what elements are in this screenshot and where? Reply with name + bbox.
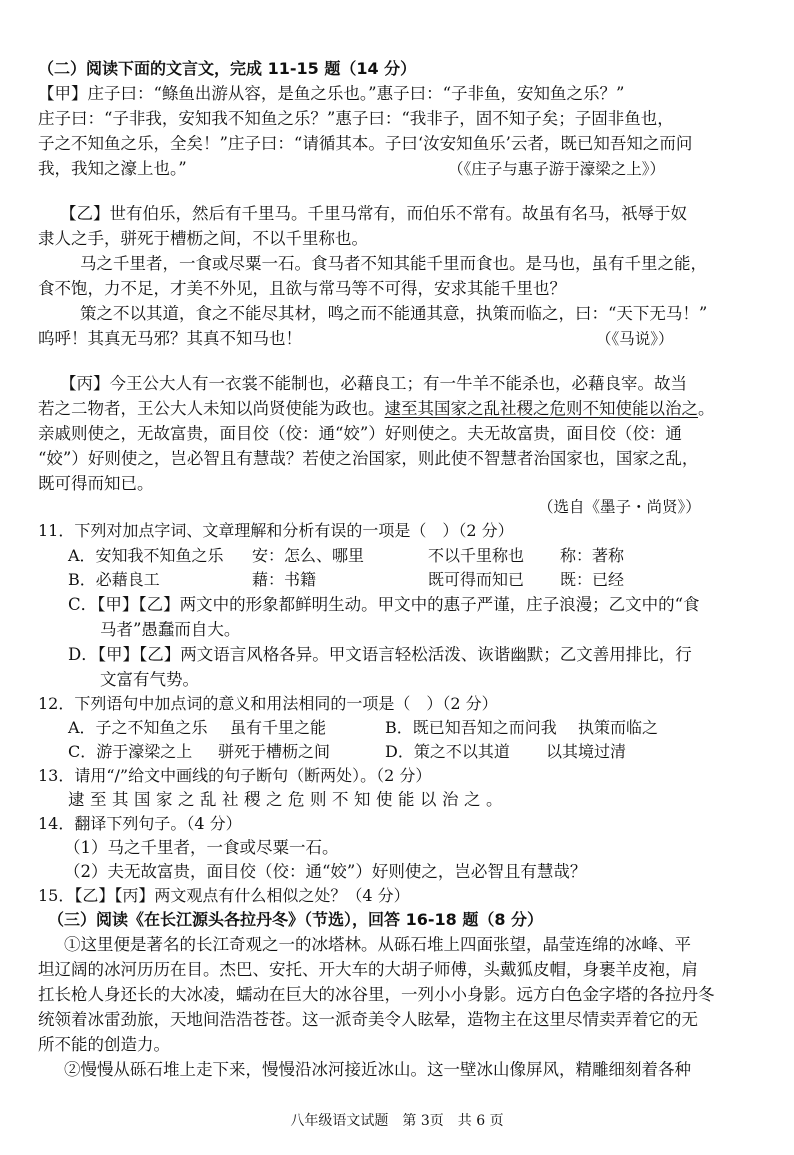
section-3-heading: （三）阅读《在长江源头各拉丹冬》（节选），回答 16-18 题（8 分） [48, 910, 544, 929]
q11-option-c-cont: 马者”愚蠢而自大。 [100, 620, 241, 639]
yi-line: 呜呼！其真无马邪？其真不知马也！ [38, 329, 302, 348]
q12-stem: 12．下列语句中加点词的意义和用法相同的一项是（ ）（2 分） [38, 694, 498, 713]
sec3-line: 所不能的创造力。 [38, 1035, 170, 1054]
q11-option-a-phrase: 不以千里称也 [428, 546, 525, 565]
q11-option-b-gloss: 既：已经 [560, 570, 625, 589]
q11-option-b-gloss: 藉：书籍 [252, 570, 317, 589]
q11-option-a-gloss: 安：怎么、哪里 [252, 546, 365, 565]
q15-stem: 15．【乙】【丙】两文观点有什么相似之处？（4 分） [38, 886, 410, 905]
q12-option-b: B．既已知吾知之而问我 [385, 718, 557, 737]
q12-option-b-b: 执策而临之 [578, 718, 659, 737]
q12-option-a: A．子之不知鱼之乐 [68, 718, 208, 737]
jia-line: 庄子曰：“子非我，安知我不知鱼之乐？”惠子曰：“我非子，固不知子矣；子固非鱼也， [38, 109, 674, 128]
page-footer: 八年级语文试题 第 3页 共 6 页 [290, 1113, 504, 1129]
q12-option-c: C．游于濠梁之上 [68, 742, 193, 761]
jia-line: 子之不知鱼之乐，全矣！”庄子曰：“请循其本。子曰‘汝安知鱼乐’云者，既已知吾知之而问 [38, 134, 693, 153]
jia-source: （《庄子与惠子游于濠梁之上》） [448, 160, 666, 178]
yi-line: 隶人之手，骈死于槽枥之间，不以千里称也。 [38, 229, 368, 248]
sec3-line: ②慢慢从砾石堆上走下来，慢慢沿冰河接近冰山。这一壁冰山像屏风，精雕细刻着各种 [64, 1060, 691, 1079]
q13-sentence: 逮至其国家之乱社稷之危则不知使能以治之。 [68, 790, 508, 809]
sec3-line: 坦辽阔的冰河历历在目。杰巴、安托、开大车的大胡子师傅，头戴狐皮帽，身裹羊皮袍，肩 [38, 960, 698, 979]
sec3-line: 扛长枪人身还长的大冰凌，蠕动在巨大的冰谷里，一列小小身影。远方白色金字塔的各拉丹冬 [38, 985, 715, 1004]
yi-line: 【乙】世有伯乐，然后有千里马。千里马常有，而伯乐不常有。故虽有名马，祇辱于奴 [60, 204, 687, 223]
q11-option-a: A．安知我不知鱼之乐 [68, 546, 224, 565]
bing-line: 亲戚则使之，无故富贵，面目佼（佼：通“姣”）好则使之。夫无故富贵，面目佼（佼：通 [38, 424, 682, 443]
q14-item: （1）马之千里者，一食或尽粟一石。 [64, 838, 339, 857]
sec3-line: ①这里便是著名的长江奇观之一的冰塔林。从砾石堆上四面张望，晶莹连绵的冰峰、平 [64, 935, 691, 954]
bing-line: “姣”）好则使之，岂必智且有慧哉？若使之治国家，则此使不智慧者治国家也，国家之乱， [38, 449, 699, 468]
bing-plain-text: 若之二物者，王公大人未知以尚贤使能为政也。 [38, 399, 385, 418]
q13-stem: 13．请用“/”给文中画线的句子断句（断两处）。（2 分） [38, 766, 432, 785]
yi-line: 马之千里者，一食或尽粟一石。食马者不知其能千里而食也。是马也，虽有千里之能， [80, 254, 707, 273]
yi-line: 策之不以其道，食之不能尽其材，鸣之而不能通其意，执策而临之，曰：“天下无马！” [80, 304, 708, 323]
jia-line: 【甲】庄子曰：“鲦鱼出游从容，是鱼之乐也。”惠子曰：“子非鱼，安知鱼之乐？” [38, 84, 625, 103]
q11-stem: 11．下列对加点字词、文章理解和分析有误的一项是（ ）（2 分） [38, 521, 514, 540]
yi-line: 食不饱，力不足，才美不外见，且欲与常马等不可得，安求其能千里也？ [38, 279, 566, 298]
section-2-heading: （二）阅读下面的文言文，完成 11-15 题（14 分） [38, 59, 417, 78]
q11-option-c: C．【甲】【乙】两文中的形象都鲜明生动。甲文中的惠子严谨，庄子浪漫；乙文中的“食 [68, 595, 700, 614]
q12-option-c-b: 骈死于槽枥之间 [218, 742, 331, 761]
period: 。 [698, 399, 715, 418]
underlined-sentence: 逮至其国家之乱社稷之危则不知使能以治之 [384, 399, 698, 418]
q11-option-b-phrase: 既可得而知已 [428, 570, 525, 589]
q12-option-a-b: 虽有千里之能 [230, 718, 327, 737]
bing-line [38, 398, 715, 420]
bing-line: 既可得而知已。 [38, 474, 154, 493]
bing-line: 【丙】今王公大人有一衣裳不能制也，必藉良工；有一牛羊不能杀也，必藉良宰。故当 [60, 374, 687, 393]
q14-stem: 14．翻译下列句子。（4 分） [38, 814, 242, 833]
q11-option-a-gloss: 称：著称 [560, 546, 625, 565]
yi-source: （《马说》） [596, 330, 674, 348]
bing-source: （选自《墨子・尚贤》） [538, 498, 701, 516]
jia-line: 我，我知之濠上也。” [38, 159, 187, 178]
q14-item: （2）夫无故富贵，面目佼（佼：通“姣”）好则使之，岂必智且有慧哉？ [64, 862, 587, 881]
q12-option-d: D．策之不以其道 [385, 742, 510, 761]
q12-option-d-b: 以其境过清 [546, 742, 627, 761]
sec3-line: 统领着冰雷劲旅，天地间浩浩苍苍。这一派奇美令人眩晕，造物主在这里尽情卖弄着它的无 [38, 1010, 698, 1029]
q11-option-d-cont: 文富有气势。 [100, 670, 199, 689]
q11-option-d: D．【甲】【乙】两文语言风格各异。甲文语言轻松活泼、诙谐幽默；乙文善用排比，行 [68, 645, 692, 664]
q11-option-b: B．必藉良工 [68, 570, 160, 589]
